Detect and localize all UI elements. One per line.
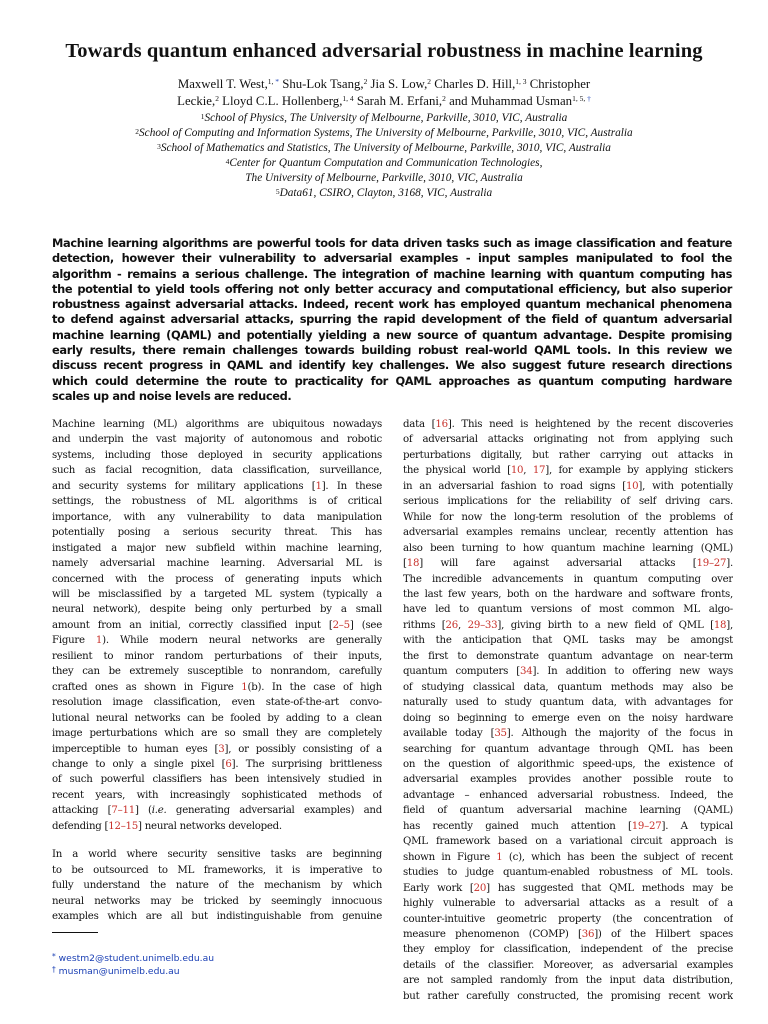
footnote — [52, 952, 214, 965]
body-line — [52, 572, 382, 587]
body-text: ] (see — [349, 619, 382, 631]
body-line — [52, 649, 382, 664]
affiliation-mark: 1, 3 — [515, 77, 527, 86]
body-line — [403, 912, 733, 927]
body-text: examples which are all but indistinguishable from genuine — [52, 911, 382, 923]
body-line — [52, 633, 382, 648]
affiliation-mark: 2 — [215, 93, 219, 103]
body-line — [52, 863, 382, 878]
citation-link: 3 — [218, 743, 225, 755]
affiliation-mark: 1, — [267, 77, 274, 86]
body-line — [52, 757, 382, 772]
citation-link: 36 — [581, 928, 595, 940]
body-text: generating adversarial examples) and — [166, 805, 382, 817]
abstract-line: machine learning (QAML) and potentially yielding a new source of quantum advantage. Despite promising — [52, 327, 732, 342]
body-line — [403, 788, 733, 803]
body-text: importance, with any vulnerability to data manipulation — [52, 511, 382, 523]
body-line — [403, 803, 733, 818]
body-line — [52, 463, 382, 478]
abstract-line: scales up and noise levels are reduced. — [52, 388, 292, 403]
body-line — [52, 742, 382, 757]
body-text: has recently gained much attention [ — [403, 820, 632, 832]
citation-link: 1 — [241, 681, 248, 693]
body-line — [52, 819, 382, 834]
affiliation-number: 3 — [157, 142, 161, 151]
body-line — [52, 417, 382, 432]
body-line — [403, 850, 733, 865]
body-text: defending [ — [52, 820, 109, 832]
body-line — [52, 510, 382, 525]
body-text: crafted ones as shown in Figure — [52, 681, 242, 693]
citation-link: 34 — [520, 666, 533, 678]
body-text: and security systems for military applications [ — [52, 480, 316, 492]
body-line — [403, 834, 733, 849]
body-text: have led to quantum versions of most common ML algo- — [403, 604, 733, 616]
body-text: recent years, with increasingly sophisticated methods of — [52, 789, 382, 801]
abstract-line: to defend against adversarial attacks, spurring the rapid development of the field of quantum adversarial — [52, 312, 732, 327]
body-text: ]) of the Hilbert spaces — [594, 928, 733, 940]
body-line — [403, 432, 733, 447]
affiliation-mark: 1, 5, — [572, 93, 588, 103]
body-line — [403, 510, 733, 525]
citation-link: 20 — [473, 882, 487, 894]
affiliations — [40, 111, 728, 201]
body-text: details of the classifier. Moreover, as adversarial examples — [403, 959, 733, 971]
body-line — [403, 711, 733, 726]
footnote-mark: † — [52, 965, 56, 974]
citation-link: 7–11 — [111, 805, 135, 817]
body-text: to be outsourced to ML frameworks, it is imperative to — [52, 864, 382, 876]
body-line — [403, 417, 733, 432]
body-line — [403, 602, 733, 617]
citation-link: 18 — [406, 558, 420, 570]
body-line — [403, 556, 733, 571]
body-text: the first to demonstrate quantum advantage on near-term — [403, 650, 733, 662]
body-text: namely adversarial machine learning. Adversarial ML is — [52, 558, 382, 570]
body-text: they employ for classification, independent of the precise — [403, 944, 733, 956]
body-text: QML framework based on a variational circuit approach is — [403, 836, 733, 848]
italic-text: i.e. — [151, 805, 167, 817]
body-line — [52, 788, 382, 803]
body-line — [52, 448, 382, 463]
body-line — [52, 664, 382, 679]
body-line — [403, 881, 733, 896]
body-line — [403, 633, 733, 648]
body-text: ] will fare against adversarial attacks [ — [419, 558, 697, 570]
footnote-mark: * — [52, 952, 56, 961]
author-list — [60, 76, 708, 109]
body-text: of studying classical data, quantum methods may also be — [403, 681, 733, 693]
body-line — [403, 973, 733, 988]
body-line — [52, 587, 382, 602]
body-line — [403, 927, 733, 942]
body-text: quantum computers [ — [403, 666, 520, 678]
body-line — [52, 541, 382, 556]
author-name: Shu-Lok Tsang, — [279, 77, 364, 91]
body-line — [52, 726, 382, 741]
body-line — [52, 494, 382, 509]
body-line — [52, 894, 382, 909]
body-text: they can be extremely susceptible to nonrandom, carefully — [52, 666, 382, 678]
footnote-email: westm2@student.unimelb.edu.au — [58, 953, 215, 964]
body-text: are not sampled randomly from the input data distribution, — [403, 975, 733, 987]
abstract-line: discuss recent progress in QAML and identify key challenges. We also suggest future research directions — [52, 358, 732, 373]
body-text: neural network), despite being only perturbed by a small — [52, 604, 382, 616]
abstract-line: early results, there remain challenges towards building robust real-world QAML tools. In this review we — [52, 343, 732, 358]
body-column-left — [52, 417, 382, 925]
body-text: settings, the robustness of ML algorithms is of critical — [52, 496, 382, 508]
affiliation-line — [40, 186, 728, 201]
abstract — [52, 236, 732, 404]
affiliation-text: School of Physics, The University of Melbourne, Parkville, 3010, VIC, Australia — [204, 112, 568, 124]
body-line — [52, 909, 382, 924]
citation-link: 17 — [532, 465, 546, 477]
body-text: also been turning to how quantum machine learning (QML) — [403, 542, 733, 554]
body-text: resilient to minor random perturbations of their inputs, — [52, 650, 382, 662]
body-text: of such powerful classifiers has been intensively studied in — [52, 774, 382, 786]
body-text: image perturbations which are so small they are completely — [52, 728, 382, 740]
affiliation-line — [40, 111, 728, 126]
footnote-email: musman@unimelb.edu.au — [58, 966, 180, 977]
citation-link: 1 — [315, 480, 322, 492]
body-text: perturbations digitally, but rather carrying out attacks in — [403, 449, 733, 461]
body-text: and underpin the vast majority of autonomous and robotic — [52, 434, 382, 446]
citation-link: 26 — [445, 619, 458, 631]
author-name: Lloyd C.L. Hollenberg, — [218, 93, 343, 108]
citation-link: 12–15 — [108, 820, 139, 832]
citation-link: 6 — [225, 758, 232, 770]
body-text: ). While modern neural networks are generally — [102, 635, 382, 647]
body-text: data [ — [403, 419, 436, 430]
body-line — [403, 757, 733, 772]
affiliation-text: Center for Quantum Computation and Communication Technologies, — [229, 157, 543, 169]
body-text: searching for quantum advantage through QML has been — [403, 743, 733, 755]
footnotes — [52, 952, 214, 978]
body-text: ] neural networks developed. — [138, 820, 282, 832]
affiliation-mark: 1, 4 — [342, 93, 354, 103]
citation-link: 10 — [625, 480, 639, 492]
body-text: on the question of algorithmic speed-ups, the existence of — [403, 758, 733, 770]
body-line — [403, 664, 733, 679]
body-text: potentially posing a serious security threat. This has — [52, 527, 382, 539]
body-text: of adversarial attacks originating not from applying such — [403, 434, 733, 446]
body-line — [52, 556, 382, 571]
body-text: but rather carefully constructed, the promising recent work — [403, 990, 733, 1002]
body-text: studies to judge quantum-enabled robustness of ML tools. — [403, 867, 733, 879]
body-text: adversarial examples provides another possible route to — [403, 774, 733, 786]
body-text: ]. This need is heightened by the recent discoveries — [447, 419, 733, 430]
body-text: such as facial recognition, data classification, surveillance, — [52, 465, 382, 477]
affiliation-line — [40, 156, 728, 171]
body-line — [403, 726, 733, 741]
author-name: Maxwell T. West, — [177, 77, 268, 91]
body-text: naturally used to study quantum data, with advantages for — [403, 697, 733, 709]
affiliation-number: 4 — [225, 157, 230, 166]
body-text: fully understand the nature of the mechanism by which — [52, 880, 382, 892]
body-line — [403, 896, 733, 911]
affiliation-text: School of Mathematics and Statistics, The University of Melbourne, Parkville, 3010, VIC, Australia — [160, 142, 611, 154]
body-line — [52, 680, 382, 695]
body-line — [52, 803, 382, 818]
affiliation-number: 5 — [275, 187, 280, 196]
footnote-rule — [52, 932, 98, 933]
citation-link: 1 — [496, 851, 503, 863]
affiliation-text: Data61, CSIRO, Clayton, 3168, VIC, Australia — [279, 187, 493, 199]
body-text: attacking [ — [52, 805, 112, 817]
body-line — [403, 865, 733, 880]
body-text: imperceptible to human eyes [ — [52, 743, 219, 755]
affiliation-line — [40, 171, 728, 186]
body-text: field of quantum adversarial machine learning (QAML) — [403, 805, 733, 817]
body-text: will be misclassified by a targeted ML system (typically a — [52, 588, 382, 600]
abstract-line: Machine learning algorithms are powerful tools for data driven tasks such as image classification and feature — [52, 236, 732, 250]
citation-link: 19–27 — [696, 558, 727, 570]
body-line — [403, 618, 733, 633]
body-line — [403, 772, 733, 787]
body-text: adversarial examples remains unclear, recently attention has — [403, 527, 733, 539]
body-text: (b). In the case of high — [247, 681, 382, 693]
body-text: with the anticipation that QML tasks may be amongst — [403, 635, 733, 647]
footnote — [52, 965, 214, 978]
body-text: ], — [726, 619, 733, 631]
affiliation-mark: 2 — [363, 77, 368, 86]
body-text: the physical world [ — [403, 465, 511, 477]
affiliation-mark: 2 — [427, 77, 432, 86]
affiliation-number: 1 — [200, 112, 205, 121]
body-text: highly vulnerable to adversarial attacks as a result of a — [403, 898, 733, 910]
author-name: Charles D. Hill, — [431, 77, 516, 91]
abstract-line: detection, however their vulnerability to adversarial examples - input samples manipulated to fool the — [52, 251, 732, 266]
body-line — [52, 479, 382, 494]
affiliation-text: School of Computing and Information Systems, The University of Melbourne, Parkville, 3010, VIC, Australia — [139, 127, 633, 139]
body-text: advantage – enhanced adversarial robustness. Indeed, the — [403, 789, 733, 801]
author-name: Jia S. Low, — [367, 77, 428, 91]
body-line — [403, 463, 733, 478]
body-line — [403, 587, 733, 602]
affiliation-number: 2 — [135, 127, 140, 136]
body-line — [52, 711, 382, 726]
author-name: Christopher — [526, 77, 591, 91]
affiliation-mark: * — [273, 77, 280, 86]
body-line — [403, 572, 733, 587]
affiliation-line — [40, 141, 728, 156]
author-line — [60, 93, 708, 110]
body-text: measure phenomenon (COMP) [ — [403, 928, 582, 940]
body-line — [52, 525, 382, 540]
body-text: , — [458, 619, 468, 631]
body-text: , — [523, 465, 533, 477]
body-text: ]. A typical — [661, 820, 733, 832]
body-column-right — [403, 417, 733, 1004]
body-text: ]. Although the majority of the focus in — [506, 728, 733, 740]
abstract-line: which could determine the route to practicality for QAML approaches as quantum computing hardware — [52, 373, 732, 388]
body-line — [52, 847, 382, 862]
citation-link: 10 — [510, 465, 524, 477]
author-name: Sarah M. Erfani, — [353, 93, 443, 108]
citation-link: 29–33 — [467, 619, 498, 631]
body-text: ], for example by applying stickers — [545, 465, 733, 477]
body-text: [ — [403, 558, 407, 570]
body-line — [403, 680, 733, 695]
body-text: concerned with the process of generating inputs which — [52, 573, 382, 585]
body-line — [52, 618, 382, 633]
body-text: amount from an initial, correctly classified input [ — [52, 619, 333, 631]
author-name: and Muhammad Usman — [445, 93, 573, 108]
author-line — [60, 76, 708, 93]
body-text: serious implications for the reliability of self driving cars. — [403, 496, 733, 508]
abstract-line: the potential to yield tools offering not only better accuracy and computational efficiency, but also superior — [52, 281, 732, 296]
body-text: neural networks may be tricked by seemingly innocuous — [52, 895, 382, 907]
body-text: counter-intuitive geometric property (the concentration of — [403, 913, 733, 925]
body-text: Early work [ — [403, 882, 474, 894]
body-text: ]. In addition to offering new ways — [532, 666, 733, 678]
body-text: lutional neural networks can be fooled by adding to a clean — [52, 712, 382, 724]
body-line — [52, 695, 382, 710]
abstract-line: algorithm - remains a serious challenge. The integration of machine learning with quantum computing has — [52, 266, 732, 281]
body-line — [403, 494, 733, 509]
body-line — [52, 602, 382, 617]
body-text: change to only a single pixel [ — [52, 758, 226, 770]
body-text: ]. — [726, 558, 733, 570]
body-text: The incredible advancements in quantum computing over — [403, 573, 733, 585]
body-text: In a world where security sensitive tasks are beginning — [52, 849, 382, 861]
body-text: systems, including those deployed in security applications — [52, 449, 382, 461]
body-text: doing so beginning to emerge even on the noisy hardware — [403, 712, 733, 724]
citation-link: 18 — [713, 619, 727, 631]
affiliation-line — [40, 126, 728, 141]
body-text: ], giving birth to a new field of QML [ — [497, 619, 714, 631]
body-text: ]. The surprising brittleness — [231, 758, 382, 770]
body-line — [52, 772, 382, 787]
body-line — [403, 742, 733, 757]
body-text: shown in Figure — [403, 851, 497, 863]
body-line — [403, 541, 733, 556]
affiliation-mark: † — [587, 93, 591, 103]
body-line — [403, 942, 733, 957]
body-text: available today [ — [403, 728, 495, 740]
body-text: (c), which has been the subject of recent — [502, 851, 733, 863]
body-line — [403, 448, 733, 463]
body-text: ], with potentially — [638, 480, 733, 492]
citation-link: 1 — [95, 635, 103, 647]
citation-link: 35 — [494, 728, 507, 740]
body-text: While for now the long-term resolution of the problems of — [403, 511, 733, 523]
body-text: Figure — [52, 635, 96, 647]
affiliation-text: The University of Melbourne, Parkville, 3010, VIC, Australia — [245, 172, 523, 184]
body-text: resolution image classification, even state-of-the-art convo- — [52, 697, 382, 709]
body-line — [403, 525, 733, 540]
body-line — [403, 479, 733, 494]
paper-title: Towards quantum enhanced adversarial robustness in machine learning — [65, 40, 703, 62]
abstract-line: robustness against adversarial attacks. Indeed, recent work has employed quantum mechanical phenomena — [52, 297, 732, 312]
body-text: the last few years, both on the hardware and software fronts, — [403, 588, 733, 600]
affiliation-mark: 2 — [442, 93, 446, 103]
body-text: rithms [ — [403, 619, 446, 631]
body-text: instigated a major new subfield within machine learning, — [52, 542, 382, 554]
body-text: ] has suggested that QML methods may be — [486, 882, 733, 894]
citation-link: 2–5 — [332, 619, 350, 631]
body-line — [403, 695, 733, 710]
author-name: Leckie, — [177, 93, 216, 108]
citation-link: 19–27 — [631, 820, 662, 832]
body-line — [403, 819, 733, 834]
body-text: ]. In these — [321, 480, 382, 492]
citation-link: 16 — [435, 419, 448, 430]
body-text: Machine learning (ML) algorithms are ubiquitous nowadays — [52, 419, 382, 430]
body-text: ] ( — [134, 805, 152, 817]
body-line — [403, 649, 733, 664]
body-text: in an adversarial fashion to road signs [ — [403, 480, 626, 492]
body-line — [403, 989, 733, 1004]
body-line — [52, 432, 382, 447]
body-line — [403, 958, 733, 973]
body-line — [52, 878, 382, 893]
paragraph-break — [52, 834, 382, 847]
body-text: ], or possibly consisting of a — [224, 743, 382, 755]
